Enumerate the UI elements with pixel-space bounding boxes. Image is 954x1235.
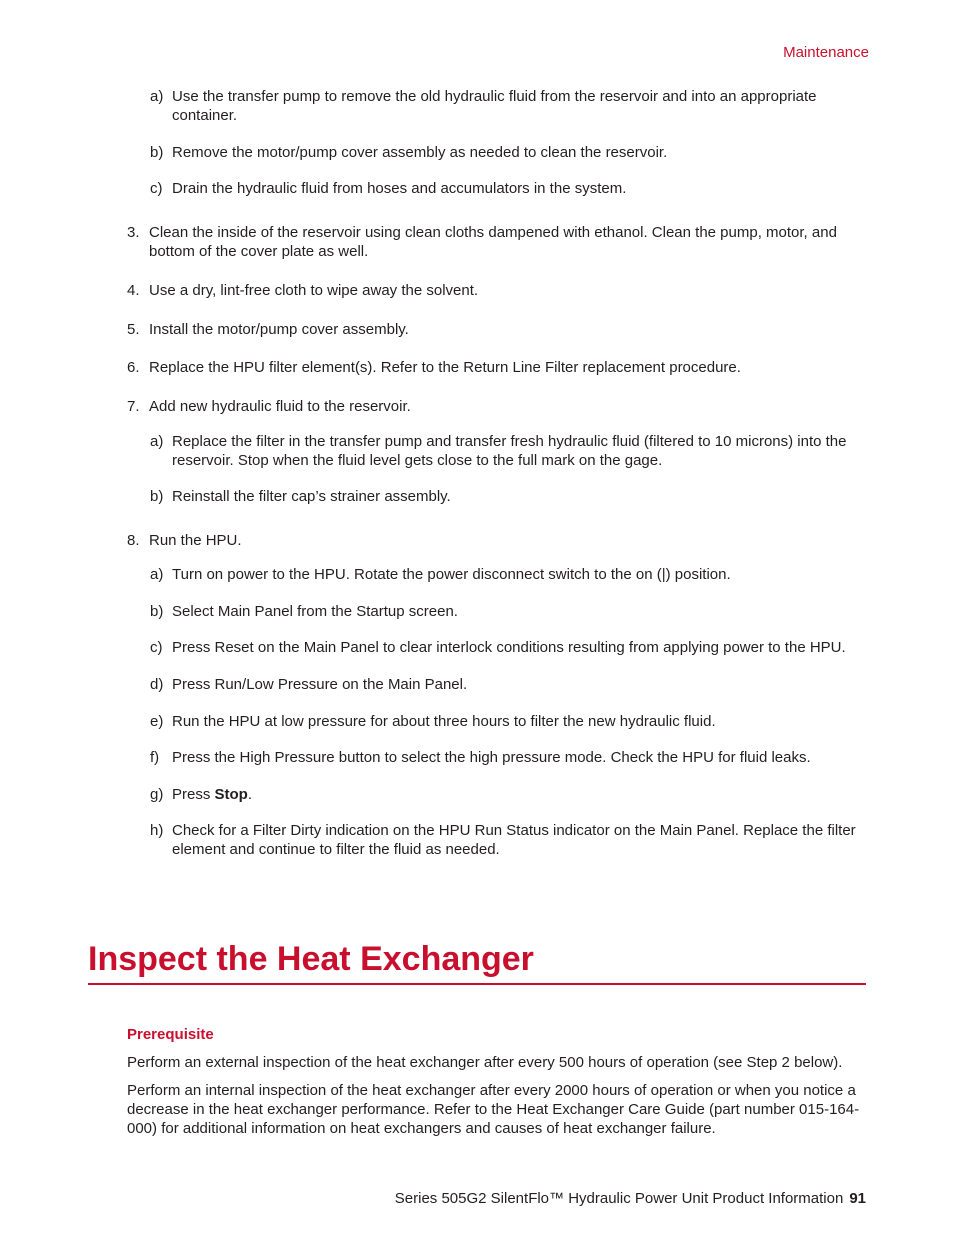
item-text: Run the HPU at low pressure for about three hours to filter the new hydraulic fluid. [172,713,716,730]
stop-emphasis: Stop [214,786,248,803]
item-label: 3. [127,224,140,241]
item-text: Replace the filter in the transfer pump and transfer fresh hydraulic fluid (filtered to 10 microns) into the reservoir. Stop when the fluid level gets close to the full mark on the gage. [172,433,847,469]
item-label: b) [150,603,164,620]
item-text: Select Main Panel from the Startup screen. [172,603,458,620]
item-text: Reinstall the filter cap’s strainer assembly. [172,488,451,505]
item-text [172,785,872,804]
item-text: Remove the motor/pump cover assembly as needed to clean the reservoir. [172,144,668,161]
item-text: Press Run/Low Pressure on the Main Panel. [172,676,468,693]
prerequisite-label: Prerequisite [127,1026,214,1043]
item-label: c) [150,180,163,197]
item-text: Drain the hydraulic fluid from hoses and accumulators in the system. [172,180,627,197]
footer-title: Series 505G2 SilentFlo™ Hydraulic Power Unit Product Information [394,1190,844,1207]
item-label: h) [150,822,164,839]
item-text: Use the transfer pump to remove the old hydraulic fluid from the reservoir and into an appropriate container. [172,88,817,124]
item-label: 8. [127,532,140,549]
item-text: Turn on power to the HPU. Rotate the power disconnect switch to the on (|) position. [172,566,731,583]
running-head: Maintenance [783,44,869,61]
page-footer [395,1189,866,1208]
item-label: e) [150,713,164,730]
item-text: Use a dry, lint-free cloth to wipe away the solvent. [149,282,479,299]
item-label: b) [150,144,164,161]
item-text-prefix: Press [172,786,215,803]
item-label: d) [150,676,164,693]
item-label: 4. [127,282,140,299]
item-label: f) [150,749,160,766]
item-text: Press Reset on the Main Panel to clear interlock conditions resulting from applying power to the HPU. [172,639,846,656]
item-text: Check for a Filter Dirty indication on the HPU Run Status indicator on the Main Panel. Replace the filter element and continue to filter the fluid as needed. [172,822,856,858]
item-label: a) [150,88,164,105]
paragraph-external-inspection: Perform an external inspection of the heat exchanger after every 500 hours of operation (see Step 2 below). [127,1054,843,1071]
page-number: 91 [849,1190,866,1207]
section-heading: Inspect the Heat Exchanger [88,937,866,985]
paragraph-internal-inspection: Perform an internal inspection of the heat exchanger after every 2000 hours of operation or when you notice a decrease in the heat exchanger performance. Refer to the Heat Exchanger Care Guide (part number 015-164-000) for additional information on heat exchangers and causes of heat exchanger failure. [127,1082,860,1137]
item-label: 7. [127,398,140,415]
item-label: a) [150,433,164,450]
item-text: Replace the HPU filter element(s). Refer to the Return Line Filter replacement procedure. [149,359,741,376]
item-text: Press the High Pressure button to select the high pressure mode. Check the HPU for fluid leaks. [172,749,811,766]
item-text: Add new hydraulic fluid to the reservoir. [149,398,411,415]
item-text: Run the HPU. [149,532,242,549]
item-label: c) [150,639,163,656]
item-text: Clean the inside of the reservoir using clean cloths dampened with ethanol. Clean the pump, motor, and bottom of the cover plate as well. [149,224,837,260]
item-label: 5. [127,321,140,338]
item-label: g) [150,786,164,803]
item-text: Install the motor/pump cover assembly. [149,321,409,338]
item-label: 6. [127,359,140,376]
item-label: a) [150,566,164,583]
item-label: b) [150,488,164,505]
item-text-suffix: . [247,786,253,803]
